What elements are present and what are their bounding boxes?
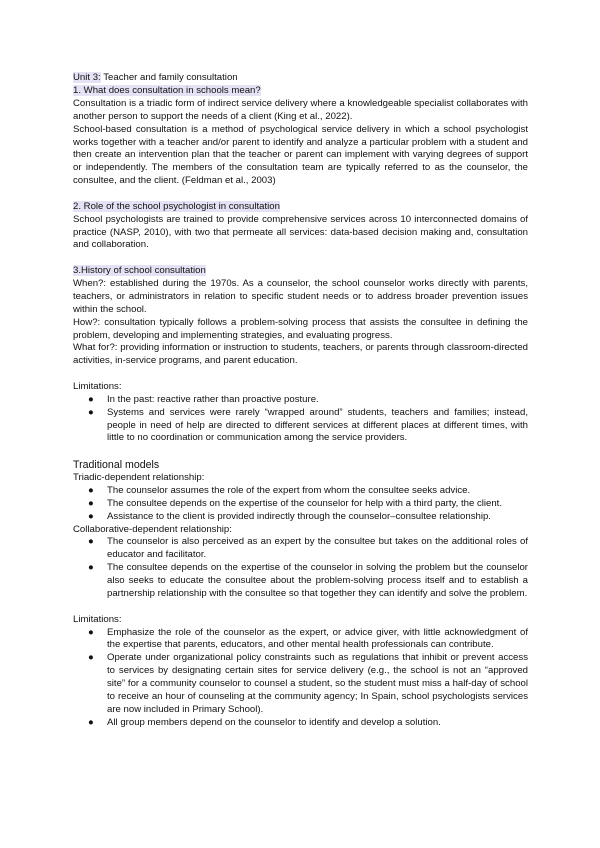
list-item: ● All group members depend on the counselor to identify and develop a solution.: [88, 716, 441, 728]
bullet-icon: ●: [88, 484, 94, 496]
bullet-icon: ●: [88, 626, 94, 638]
section1-paragraph-1: Consultation is a triadic form of indirect service delivery where a knowledgeable specialist collaborates with another person to support the needs of a client (King et al., 2022).: [73, 97, 528, 122]
section3-what-for: What for?: providing information or instruction to students, teachers, or parents through classroom-directed activities, in-service programs, and parent education.: [73, 342, 528, 367]
bullet-icon: ●: [88, 716, 94, 728]
limitations-2-label: Limitations:: [73, 613, 122, 625]
bullet-icon: ●: [88, 562, 94, 574]
triadic-label: Triadic-dependent relationship:: [73, 471, 205, 483]
section3-heading: 3.History of school consultation: [73, 264, 206, 276]
bullet-icon: ●: [88, 497, 94, 509]
unit-title-text: Teacher and family consultation: [100, 72, 238, 83]
list-item: ● Assistance to the client is provided indirectly through the counselor–consultee relationship.: [88, 510, 491, 522]
limitations-2-list: [73, 627, 528, 730]
section1-paragraph-2: School-based consultation is a method of psychological service delivery in which a school psychologist works together with a teacher and/or parent to identify and analyze a particular problem with a student and then create an intervention plan that the teacher or parent can implement with varying degrees of support or independently. The members of the consultation team are typically referred to as the counselor, the consultee, and the client. (Feldman et al., 2003): [73, 123, 528, 187]
section3-when: When?: established during the 1970s. As a counselor, the school counselor works directly with parents, teachers, or administrators in relation to specific student needs or to address broader prevention issues within the school.: [73, 277, 528, 315]
section1-heading: 1. What does consultation in schools mean?: [73, 84, 261, 96]
list-item: ● The consultee depends on the expertise of the counselor in solving the problem but the counselor also seeks to educate the consultee about the problem-solving process itself and to establish a partnership relationship with the consultee so that together they can identify and solve the problem.: [88, 562, 528, 600]
bullet-icon: ●: [88, 652, 94, 664]
bullet-icon: ●: [88, 393, 94, 405]
collaborative-list: [73, 536, 528, 601]
list-item: ● Emphasize the role of the counselor as the expert, or advice giver, with little acknowledgment of the expertise that parents, educators, and other mental health professionals can contribute.: [88, 626, 528, 651]
section2-heading: 2. Role of the school psychologist in consultation: [73, 200, 280, 212]
collaborative-label: Collaborative-dependent relationship:: [73, 523, 232, 535]
traditional-models-heading: Traditional models: [73, 458, 160, 471]
triadic-list: [73, 485, 528, 524]
limitations-1-label: Limitations:: [73, 380, 122, 392]
unit-label: Unit 3:: [73, 72, 101, 83]
list-item: ● Operate under organizational policy constraints such as regulations that inhibit or prevent access to services by designating certain sites for service delivery (e.g., the school is not an “approved site” for a community counselor to counsel a student, so the student must miss a half-day of school to receive an hour of counseling at the community agency; In Spain, school psychologists services are now included in Primary School).: [88, 652, 528, 715]
list-item: ● The counselor is also perceived as an expert by the consultee but takes on the additional roles of educator and facilitator.: [88, 536, 528, 561]
section2-paragraph-1: School psychologists are trained to provide comprehensive services across 10 interconnected domains of practice (NASP, 2010), with two that permeate all services: data-based decision making and, consultation and collaboration.: [73, 213, 528, 251]
limitations-1-list: [73, 394, 528, 446]
list-item: ● The counselor assumes the role of the expert from whom the consultee seeks advice.: [88, 484, 471, 496]
unit-title: [73, 72, 528, 85]
document-page: [73, 72, 528, 730]
section3-how: How?: consultation typically follows a problem-solving process that assists the consultee in defining the problem, developing and implementing strategies, and evaluating progress.: [73, 316, 528, 341]
bullet-icon: ●: [88, 536, 94, 548]
bullet-icon: ●: [88, 406, 94, 418]
list-item: ● The consultee depends on the expertise of the counselor for help with a third party, the client.: [88, 497, 503, 509]
list-item: ● Systems and services were rarely “wrapped around” students, teachers and families; instead, people in need of help are directed to different services at different places at different times, with little to no coordination or communication among the service providers.: [88, 406, 528, 444]
bullet-icon: ●: [88, 510, 94, 522]
list-item: ● In the past: reactive rather than proactive posture.: [88, 393, 319, 405]
